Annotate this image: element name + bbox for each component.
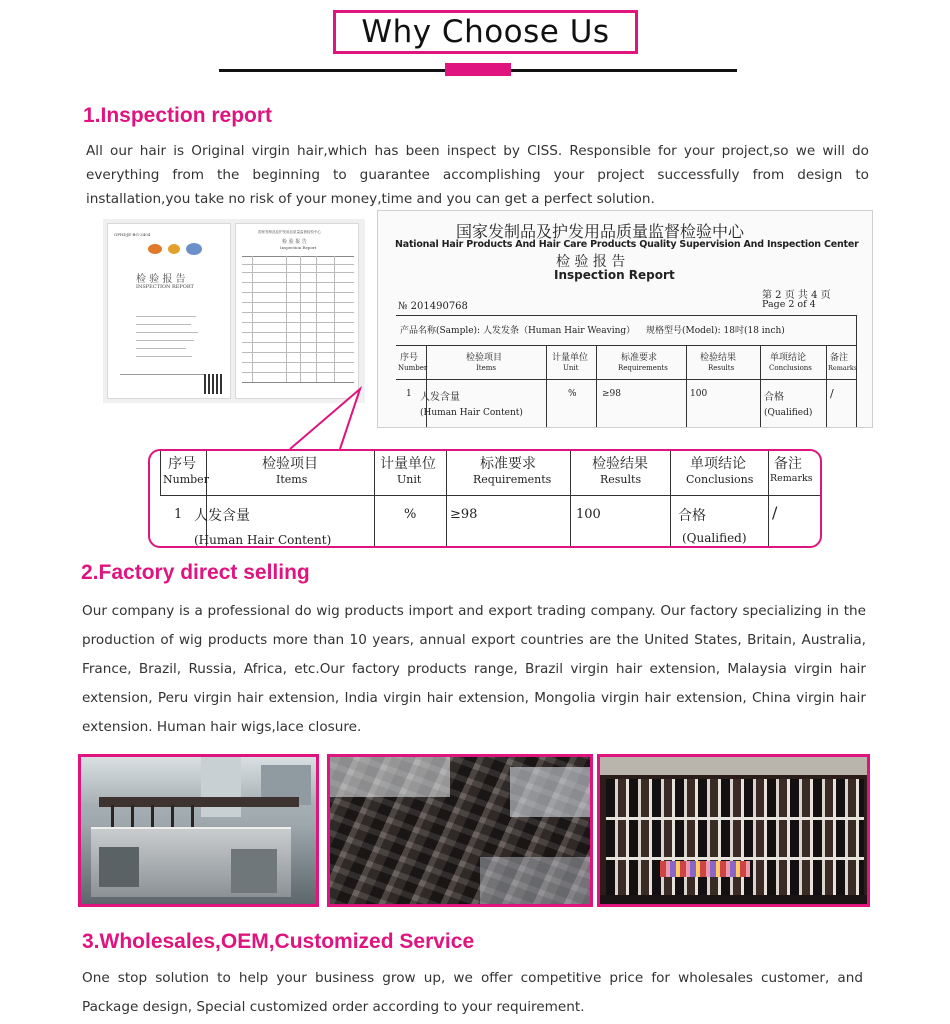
report-row-unit: % <box>568 389 577 399</box>
report-col-remarks-en: Remarks <box>828 364 858 372</box>
header-accent-bar <box>445 63 511 76</box>
section-header <box>333 10 638 54</box>
report-col-number-cn: 序号 <box>400 353 419 363</box>
report-col-unit-en: Unit <box>563 364 579 372</box>
section-body-factory: Our company is a professional do wig products import and export trading company. Our factory specializing in the production of wig products more than 10 years, annual export countries are the United States, Britain, Australia, France, Brazil, Russia, Africa, etc.Our factory products range, Brazil virgin hair extension, Malaysia virgin hair extension, Peru virgin hair extension, India virgin hair extension, Mongolia virgin hair extension, China virgin hair extension. Human hair wigs,lace closure. <box>82 603 866 735</box>
report-row-number: 1 <box>406 389 412 399</box>
cnas-logo-icon <box>186 243 202 255</box>
callout-col-results-cn: 检验结果 <box>592 456 648 472</box>
report-detail-page <box>235 223 359 399</box>
callout-pointer <box>290 385 370 455</box>
report-page-en: Page 2 of 4 <box>762 299 816 310</box>
report-row-item-en: (Human Hair Content) <box>420 408 523 418</box>
section-body-wholesale: One stop solution to help your business grow up, we offer competitive price for wholesales customer, and Package design, Special customized order according to your requirement. <box>82 970 863 1015</box>
callout-row-number: 1 <box>174 507 183 522</box>
report-col-conclusions-cn: 单项结论 <box>770 353 807 363</box>
report-cover-page <box>107 223 231 399</box>
section-title-factory: 2.Factory direct selling <box>81 561 310 584</box>
report-row-item-cn: 人发含量 <box>420 392 460 403</box>
inspection-report-thumbnail <box>103 219 365 403</box>
inspection-report-closeup <box>377 210 873 428</box>
callout-col-number-en: Number <box>163 473 209 486</box>
section-body-inspection: All our hair is Original virgin hair,which has been inspect by CISS. Responsible for your project,so we will do everything from the beginning to guarantee accomplishing your project successfully from design to installation,you take no risk of your money,time and you can get a perfect solution. <box>86 143 869 207</box>
factory-machine-photo <box>78 754 319 907</box>
report-model: 规格型号(Model): 18吋(18 inch) <box>646 326 785 336</box>
report-sample: 产品名称(Sample): 人发发条（Human Hair Weaving） <box>400 326 636 336</box>
callout-col-unit-en: Unit <box>397 473 422 486</box>
report-row-conclusion-en: (Qualified) <box>764 408 813 418</box>
report-col-req-cn: 标准要求 <box>621 353 658 363</box>
report-col-req-en: Requirements <box>618 364 668 372</box>
report-cover-title-cn: 检 验 报 告 <box>136 274 186 285</box>
cma-logo-icon <box>148 244 162 254</box>
report-center-en: National Hair Products And Hair Care Products Quality Supervision And Inspection Center <box>395 239 859 250</box>
callout-col-number-cn: 序号 <box>168 456 196 472</box>
section-title-inspection: 1.Inspection report <box>83 104 273 127</box>
callout-col-conclusions-en: Conclusions <box>686 473 754 486</box>
report-col-remarks-cn: 备注 <box>830 353 849 363</box>
callout-col-req-cn: 标准要求 <box>480 456 536 472</box>
report-page2-title-cn: 检 验 报 告 <box>282 239 307 245</box>
report-col-results-en: Results <box>708 364 735 372</box>
qr-code-icon <box>204 374 224 394</box>
report-page-cn: 第 2 页 共 4 页 <box>762 290 831 301</box>
callout-row-requirement: ≥98 <box>450 507 478 522</box>
callout-row-item-en: (Human Hair Content) <box>194 533 332 547</box>
report-code: GPHDJE-BG-3404 <box>114 232 151 237</box>
callout-col-items-en: Items <box>276 473 308 486</box>
report-col-items-cn: 检验项目 <box>466 353 503 363</box>
cal-logo-icon <box>168 244 180 254</box>
report-row-requirement: ≥98 <box>602 389 621 399</box>
wig-showroom-photo <box>597 754 870 907</box>
callout-row-result: 100 <box>576 507 601 522</box>
callout-col-req-en: Requirements <box>473 473 552 486</box>
section-title-wholesale: 3.Wholesales,OEM,Customized Service <box>82 930 475 953</box>
callout-row-item-cn: 人发含量 <box>194 508 250 524</box>
callout-col-conclusions-cn: 单项结论 <box>690 456 746 472</box>
callout-col-results-en: Results <box>600 473 642 486</box>
callout-row-conclusion-en: (Qualified) <box>682 531 747 545</box>
callout-col-remarks-cn: 备注 <box>774 456 802 472</box>
report-title-cn: 检 验 报 告 <box>556 254 626 270</box>
callout-row-conclusion-cn: 合格 <box>678 508 706 524</box>
report-col-results-cn: 检验结果 <box>700 353 737 363</box>
report-col-unit-cn: 计量单位 <box>552 353 589 363</box>
report-page2-header: 国家发制品及护发用品质量监督检验中心 <box>258 230 321 234</box>
report-center-cn: 国家发制品及护发用品质量监督检验中心 <box>456 222 745 241</box>
report-row-conclusion-cn: 合格 <box>764 392 784 403</box>
report-row-remarks: / <box>830 387 834 400</box>
callout-col-unit-cn: 计量单位 <box>380 456 436 472</box>
report-cover-title-en: INSPECTION REPORT <box>136 284 194 290</box>
report-page2-title-en: Inspection Report <box>280 245 317 250</box>
report-col-number-en: Number <box>398 364 428 372</box>
hair-bundles-photo <box>327 754 593 907</box>
callout-col-items-cn: 检验项目 <box>262 456 318 472</box>
report-row-result: 100 <box>690 389 708 399</box>
callout-col-remarks-en: Remarks <box>770 473 813 484</box>
callout-row-remarks: / <box>772 503 778 522</box>
report-col-conclusions-en: Conclusions <box>769 364 812 372</box>
report-col-items-en: Items <box>476 364 496 372</box>
report-title-en: Inspection Report <box>554 268 675 282</box>
inspection-table-callout <box>148 449 822 548</box>
report-number: № 201490768 <box>398 301 468 312</box>
page-title: Why Choose Us <box>361 14 610 50</box>
callout-row-unit: % <box>404 507 417 522</box>
